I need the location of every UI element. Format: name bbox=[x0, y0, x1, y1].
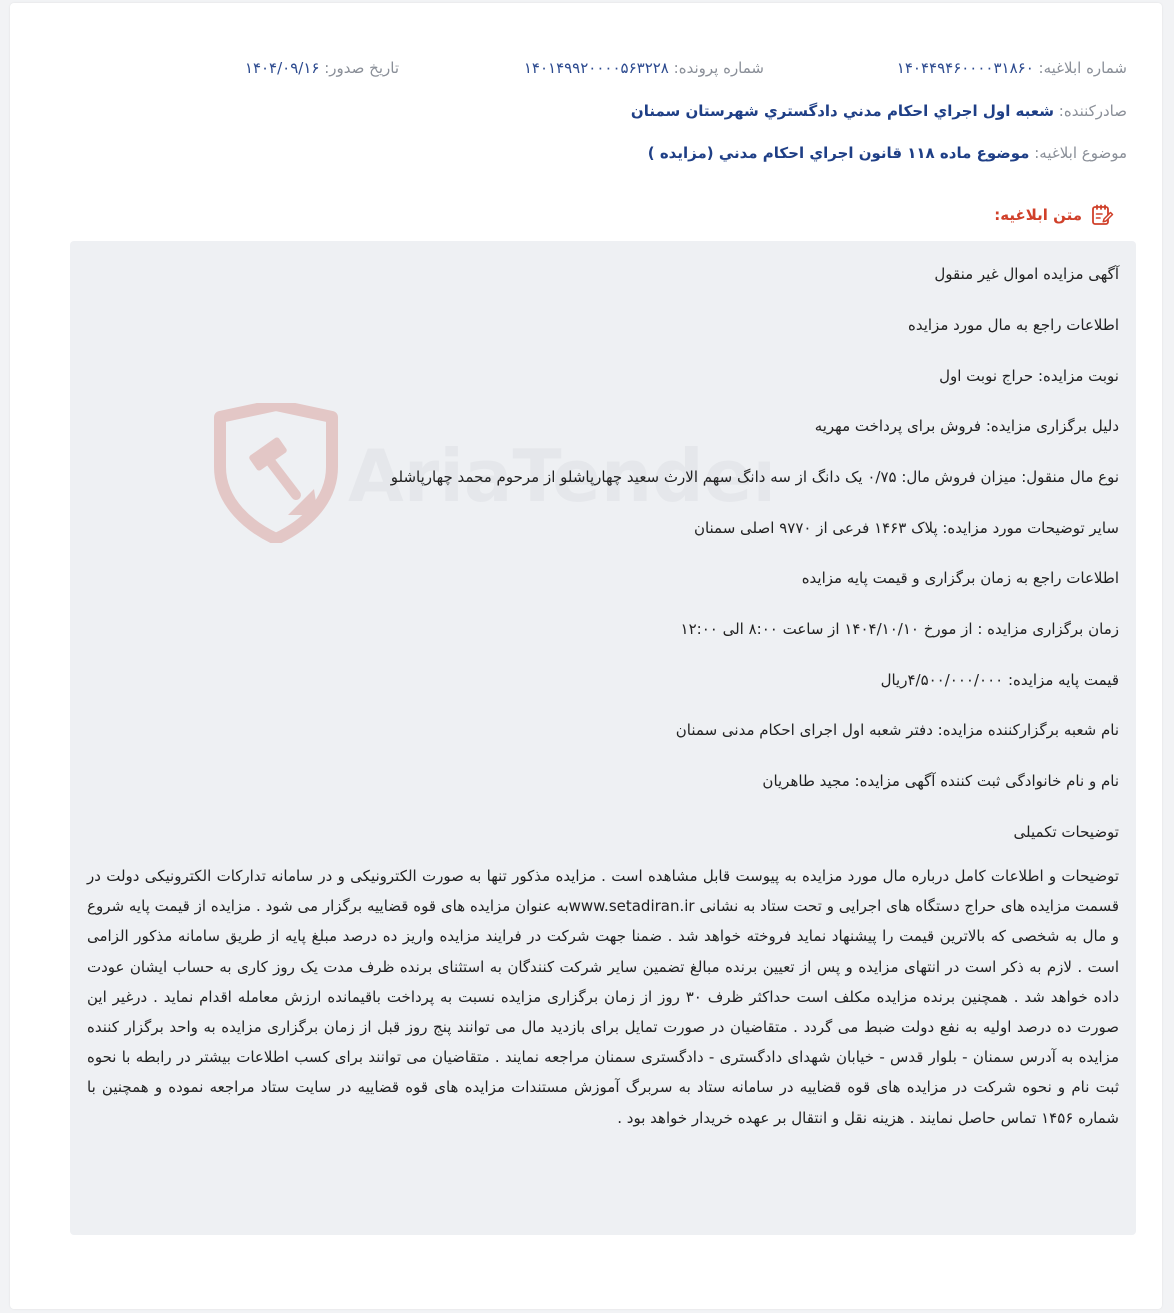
issue-date-row bbox=[245, 59, 399, 77]
issue-date: ۱۴۰۴/۰۹/۱۶ bbox=[244, 59, 320, 77]
shield-gavel-icon bbox=[220, 405, 332, 539]
body-line-title: آگهی مزایده اموال غیر منقول bbox=[934, 265, 1119, 283]
notice-body-panel bbox=[70, 241, 1136, 1235]
subject: موضوع ماده ۱۱۸ قانون اجراي احكام مدني (مزايده ) bbox=[647, 144, 1030, 162]
issuer: شعبه اول اجراي احكام مدني دادگستري شهرستان سمنان bbox=[630, 102, 1054, 120]
body-line-other-details: سایر توضیحات مورد مزایده: پلاک ۱۴۶۳ فرعی از ۹۷۷۰ اصلی سمنان bbox=[693, 519, 1119, 537]
body-paragraph: توضیحات و اطلاعات کامل درباره مال مورد مزایده به پیوست قابل مشاهده است . مزایده مذکور تنها به صورت الکترونیکی و در سامانه تدارکات الکترونیکی دولت در قسمت مزایده های حراج دستگاه های اجرایی و تحت ستاد به نشانی www.setadiran.irبه عنوان مزایده های قوه قضاییه برگزار می شود . مزایده از قیمت پایه شروع و مال به شخصی که بالاترین قیمت را پیشنهاد نماید فروخته خواهد شد . ضمنا جهت شرکت در فرایند مزایده واریز ده درصد مبلغ پایه از طریق سامانه مذکور الزامی است . لازم به ذکر است در انتهای مزایده و پس از تعیین برنده مبالغ تضمین سایر شرکت کنندگان به استثنای برنده ظرف مدت یک روز کاری به حساب ایشان عودت داده خواهد شد . همچنین برنده مزایده مکلف است حداکثر ظرف ۳۰ روز از زمان برگزاری مزایده نسبت به پرداخت باقیمانده ارزش معامله اقدام نماید . درغیر این صورت ده درصد اولیه به نفع دولت ضبط می گردد . متقاضیان در صورت تمایل برای بازدید مال می توانند پنج روز قبل از زمان برگزاری مزایده به واحد برگزار کننده مزایده به آدرس سمنان - بلوار قدس - خیابان شهدای دادگستری - دادگستری سمنان مراجعه نمایند . متقاضیان می توانند برای کسب اطلاعات بیشتر در رابطه با نحوه ثبت نام و نحوه شرکت در مزایده های قوه قضاییه در سامانه ستاد به سربرگ آموزش مستندات مزایده های قوه قضاییه در سایت ستاد مراجعه نموده و همچنین با شماره ۱۴۵۶ تماس حاصل نمایند . هزینه نقل و انتقال بر عهده خریدار خواهد بود . bbox=[87, 867, 1120, 1127]
case-number-label: شماره پرونده: bbox=[673, 59, 764, 77]
case-number: ۱۴۰۱۴۹۹۲۰۰۰۰۵۶۳۲۲۸ bbox=[523, 59, 669, 77]
body-line-time-price-info: اطلاعات راجع به زمان برگزاری و قیمت پایه مزایده bbox=[801, 569, 1119, 587]
body-line-extra-heading: توضیحات تکمیلی bbox=[1013, 823, 1119, 841]
watermark-text: AriaTender bbox=[348, 434, 770, 518]
issue-date-label: تاریخ صدور: bbox=[324, 59, 399, 77]
body-line-reason: دلیل برگزاری مزایده: فروش برای پرداخت مهریه bbox=[814, 417, 1119, 435]
notice-text-icon bbox=[1090, 203, 1114, 227]
issuer-row bbox=[631, 102, 1127, 120]
body-line-property-type: نوع مال منقول: میزان فروش مال: ۰/۷۵ یک دانگ از سه دانگ سهم الارث سعید چهارپاشلو از مرحوم محمد چهارپاشلو bbox=[390, 468, 1119, 486]
subject-label: موضوع ابلاغيه: bbox=[1034, 144, 1127, 162]
body-line-round: نوبت مزایده: حراج نوبت اول bbox=[939, 367, 1119, 385]
body-line-registrar: نام و نام خانوادگی ثبت کننده آگهی مزایده: مجید طاهریان bbox=[762, 772, 1119, 790]
body-line-auction-time: زمان برگزاری مزایده : از مورخ ۱۴۰۴/۱۰/۱۰ از ساعت ۸:۰۰ الی ۱۲:۰۰ bbox=[680, 620, 1119, 638]
notice-text-heading bbox=[994, 203, 1114, 227]
notice-number: ۱۴۰۴۴۹۴۶۰۰۰۰۳۱۸۶۰ bbox=[896, 59, 1034, 77]
body-line-property-info: اطلاعات راجع به مال مورد مزایده bbox=[907, 316, 1119, 334]
notice-card bbox=[10, 3, 1162, 1309]
notice-number-row bbox=[897, 59, 1127, 77]
issuer-label: صادرکننده: bbox=[1058, 102, 1127, 120]
subject-row bbox=[648, 144, 1127, 162]
body-line-base-price: قیمت پایه مزایده: ۴/۵۰۰/۰۰۰/۰۰۰ریال bbox=[880, 671, 1119, 689]
case-number-row bbox=[524, 59, 764, 77]
body-line-branch: نام شعبه برگزارکننده مزایده: دفتر شعبه اول اجرای احکام مدنی سمنان bbox=[675, 721, 1119, 739]
notice-text-title: متن ابلاغیه: bbox=[994, 206, 1082, 224]
notice-number-label: شماره ابلاغیه: bbox=[1038, 59, 1127, 77]
